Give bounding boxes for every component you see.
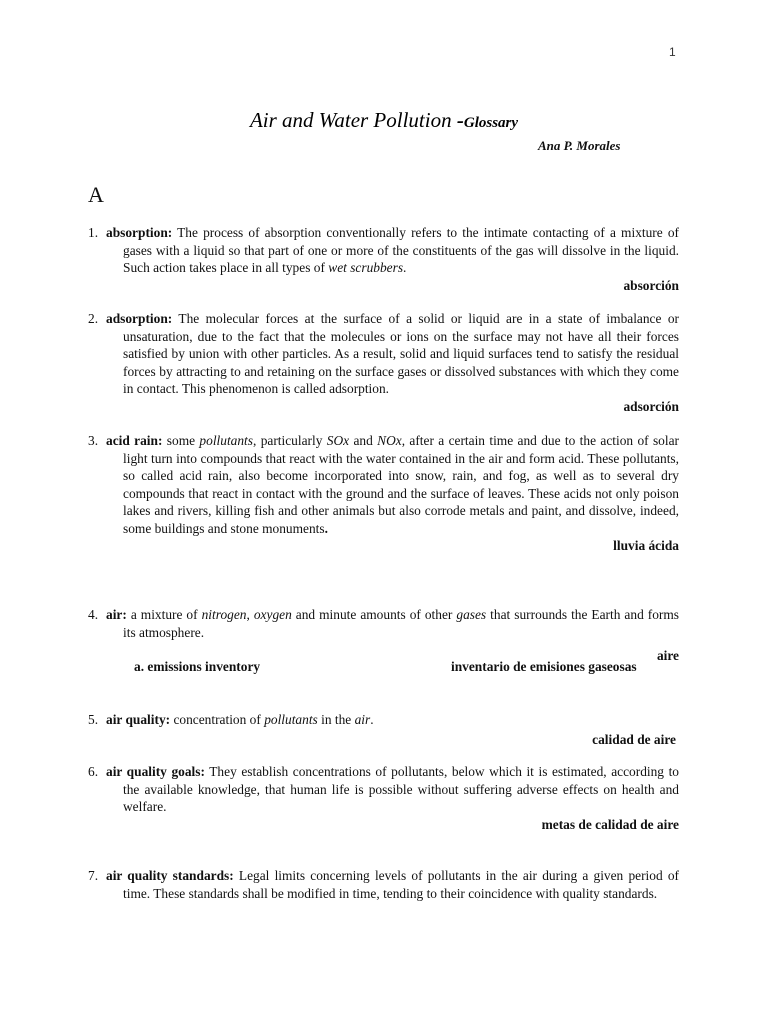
entry-body — [88, 606, 679, 641]
entry-emphasis: pollutants — [199, 433, 253, 448]
entry-emphasis: oxygen — [253, 607, 292, 622]
page-number: 1 — [669, 45, 676, 59]
entry-emphasis: NOx — [377, 433, 402, 448]
entry-emphasis: SOx — [326, 433, 350, 448]
entry-number: 5. — [88, 712, 99, 727]
entry-text: that surrounds the Earth and forms its atmosphere. — [123, 607, 680, 640]
entry-emphasis: wet scrubbers — [328, 260, 404, 275]
entry-body — [88, 711, 676, 729]
entry-number: 4. — [88, 607, 99, 622]
glossary-entry-acid-rain — [88, 432, 679, 555]
entry-text: a mixture of — [126, 607, 202, 622]
entry-translation: metas de calidad de aire — [541, 816, 679, 832]
author-name: Ana P. Morales — [538, 138, 621, 153]
entry-body — [88, 763, 679, 816]
glossary-entry-air-quality — [88, 711, 676, 748]
entry-number: 7. — [88, 868, 99, 883]
title-subtitle: Glossary — [463, 115, 519, 131]
document-title — [0, 108, 768, 133]
title-main: Air and Water Pollution — [249, 108, 452, 132]
entry-text: and minute amounts of other — [291, 607, 457, 622]
entry-term: air quality standards: — [106, 868, 234, 883]
glossary-entry-air — [88, 606, 679, 665]
entry-translation: aire — [656, 648, 679, 663]
entry-text: in the — [317, 712, 355, 727]
entry-text: They establish concentrations of pollutants, below which it is estimated, according to the available knowledge, that human life is possible without suffering adverse effects on health and welfare. — [123, 764, 679, 814]
entry-translation: calidad de aire — [592, 731, 676, 747]
subentry-label: a. emissions inventory — [134, 659, 261, 674]
entry-term: adsorption: — [106, 311, 173, 326]
entry-body — [88, 310, 679, 398]
entry-term: air quality goals: — [106, 764, 205, 779]
entry-text: some — [162, 433, 200, 448]
glossary-entry-air-quality-goals — [88, 763, 679, 833]
entry-emphasis: gases — [456, 607, 487, 622]
entry-text: The process of absorption conventionally refers to the intimate contacting of a mixture of gases with a liquid so that part of one or more of the constituents of the gas will dissolve in the liquid. Such action takes place in all types of — [123, 225, 679, 275]
section-letter: A — [88, 182, 104, 207]
entry-translation: absorción — [623, 277, 679, 293]
entry-emphasis: air — [354, 712, 371, 727]
entry-text: , after a certain time and due to the action of solar light turn into compounds that react with the water contained in the air and form acid. These pollutants, so called acid rain, also become incorporated into snow, rain, and fog, as well as to several dry compounds that react in contact with the ground and the surface of leaves. These acids not only poison lakes and rivers, killing fish and other animals but also corrode metals and paint, and dissolve, indeed, some buildings and stone monuments — [123, 433, 679, 536]
glossary-subentry-emissions-inventory — [134, 659, 679, 675]
entry-number: 6. — [88, 764, 99, 779]
entry-number: 3. — [88, 433, 99, 448]
entry-emphasis: pollutants — [264, 712, 318, 727]
entry-term: air: — [106, 607, 127, 622]
entry-text: . — [324, 520, 328, 536]
entry-body — [88, 224, 679, 277]
entry-text: , particularly — [253, 433, 327, 448]
entry-translation: lluvia ácida — [613, 538, 679, 553]
entry-text: concentration of — [170, 712, 265, 727]
entry-body — [88, 867, 679, 902]
entry-text: . — [370, 712, 374, 727]
entry-body — [88, 432, 679, 537]
entry-text: The molecular forces at the surface of a solid or liquid are in a state of imbalance or unsaturation, due to the fact that the molecules or ions on the surface may not have all their forces satisfied by union with other particles. As a result, solid and liquid surfaces tend to satisfy the residual forces by attracting to and retaining on the surface gases or dissolved substances with which they come in contact. This phenomenon is called adsorption. — [123, 311, 679, 396]
glossary-entry-adsorption — [88, 310, 679, 415]
entry-translation: adsorción — [623, 398, 679, 414]
entry-term: air quality: — [106, 712, 171, 727]
glossary-entry-absorption — [88, 224, 679, 294]
entry-text: and — [349, 433, 378, 448]
glossary-entry-air-quality-standards — [88, 867, 679, 902]
entry-text: , — [246, 607, 254, 622]
entry-text: . — [403, 260, 407, 275]
entry-term: acid rain: — [106, 433, 163, 448]
entry-text: Legal limits concerning levels of pollutants in the air during a given period of time. These standards shall be modified in time, tending to their coincidence with quality standards. — [123, 868, 679, 901]
entry-number: 1. — [88, 225, 99, 240]
entry-number: 2. — [88, 311, 99, 326]
subentry-translation: inventario de emisiones gaseosas — [451, 659, 637, 674]
entry-emphasis: nitrogen — [201, 607, 247, 622]
entry-term: absorption: — [106, 225, 173, 240]
title-dash: - — [451, 108, 464, 132]
